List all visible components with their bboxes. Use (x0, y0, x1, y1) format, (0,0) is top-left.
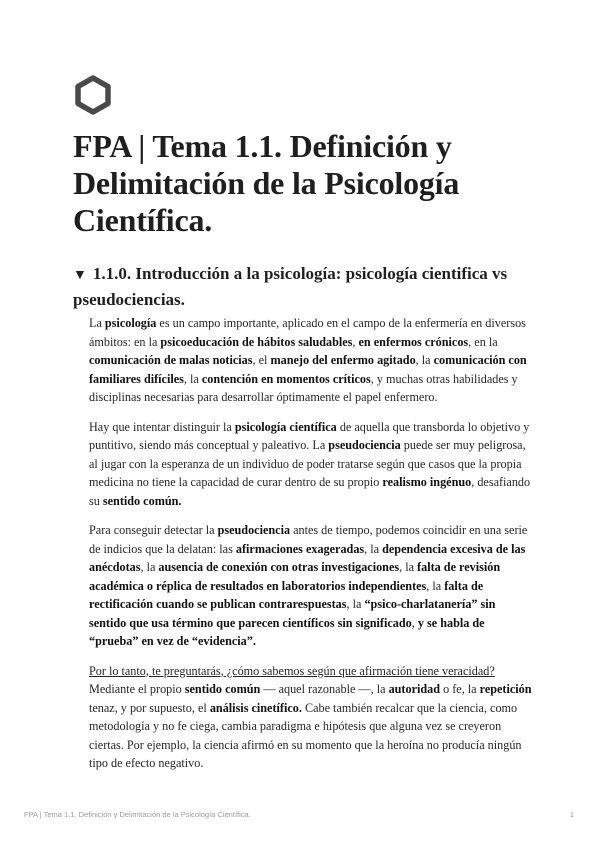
text-segment: Para conseguir detectar la (89, 523, 218, 537)
text-segment: , la (183, 371, 202, 386)
text-segment: Mediante el propio (89, 682, 185, 696)
text-segment: Hay que intentar distinguir la (89, 419, 235, 434)
bold-text: “psico-charlatanería” sin sentido que usa término que parecen científicos sin significado (89, 597, 496, 630)
bold-text: psicología científica (234, 419, 337, 434)
text-segment: , la (415, 353, 434, 367)
bold-text: afirmaciones exageradas (235, 541, 365, 556)
bold-text: comunicación de malas noticias (89, 353, 253, 367)
paragraph (89, 418, 533, 511)
bold-text: repetición (479, 682, 532, 696)
bold-text: pseudociencia (217, 523, 291, 537)
text-segment: , en la (468, 334, 498, 349)
text-segment: , la (399, 560, 418, 574)
bold-text: comunicación con familiares difíciles (89, 353, 527, 386)
section-body (89, 314, 533, 784)
text-segment: , y muchas otras habilidades y disciplinas necesarias para desarrollar óptimamente el papel enfermero. (89, 371, 518, 404)
text-segment: , (411, 615, 418, 630)
bold-text: sentido común (184, 682, 261, 696)
text-segment: Por lo tanto, te preguntarás, ¿cómo sabemos según que afirmación tiene veracidad? (89, 663, 495, 678)
bold-text: psicoeducación de hábitos saludables (160, 334, 353, 349)
text-segment: , la (364, 541, 383, 556)
text-segment: tenaz, y por supuesto, el (89, 700, 210, 715)
text-segment: , desafiando su (89, 475, 531, 508)
text-segment: , la (140, 560, 159, 574)
text-segment: La (89, 316, 105, 330)
section-heading-text: 1.1.0. Introducción a la psicología: psicología cientifica vs pseudociencias. (73, 264, 508, 309)
bold-text: ausencia de conexión con otras investigaciones (158, 560, 400, 574)
hexagon-icon (74, 75, 112, 115)
text-segment: , el (252, 353, 271, 367)
bold-text: falta de rectificación cuando se publican contrarespuestas (89, 578, 484, 611)
paragraph (89, 662, 533, 773)
text-segment: o fe, la (440, 682, 480, 696)
bold-text: análisis cinetífico. (209, 700, 302, 715)
paragraph (89, 521, 533, 651)
bold-text: psicología (104, 316, 157, 330)
bold-text: contención en momentos críticos (201, 371, 371, 386)
text-segment: es un campo importante, aplicado en el campo de la enfermería en diversos ámbitos: en la (89, 316, 526, 349)
page-footer (24, 810, 574, 819)
bold-text: dependencia excesiva de las anécdotas (89, 541, 526, 574)
bold-text: manejo del enfermo agitado (270, 353, 416, 367)
bold-text: autoridad (388, 682, 441, 696)
footer-title: FPA | Tema 1.1. Definición y Delimitación de la Psicología Científica. (24, 810, 251, 819)
text-segment: de aquella que transborda lo objetivo y puntitivo, siendo más conceptual y paleativo. La (89, 419, 530, 452)
text-segment: Cabe también recalcar que la ciencia, como metodología y no fe ciega, cambia paradigma e hipótesis que alguna vez se creyeron ciertas. Por ejemplo, la ciencia afirmó en su momento que la heroína no producía ningún tipo de efecto negativo. (89, 700, 522, 770)
section-heading[interactable] (73, 262, 543, 312)
text-segment: antes de tiempo, podemos coincidir en una serie de indicios que la delatan: las (89, 523, 528, 556)
bold-text: realismo ingénuo (382, 475, 472, 489)
bold-text: sentido común. (102, 493, 182, 508)
page-title: FPA | Tema 1.1. Definición y Delimitación de la Psicología Científica. (73, 128, 460, 238)
text-segment: , (352, 334, 359, 349)
text-segment: , la (346, 597, 365, 611)
text-segment: — aquel razonable —, la (260, 682, 389, 696)
footer-page-number: 1 (569, 810, 574, 819)
paragraph (89, 314, 533, 407)
triangle-down-icon[interactable]: ▼ (73, 268, 87, 283)
bold-text: en enfermos crónicos (358, 334, 469, 349)
bold-text: falta de revisión académica o réplica de resultados en laboratorios independientes (89, 560, 501, 593)
text-segment: puede ser muy peligrosa, al jugar con la esperanza de un individuo de poder tratarse según que casos que la propia medicina no tiene la capacidad de curar dentro de su propio (89, 438, 526, 489)
text-segment: , la (426, 578, 445, 593)
bold-text: pseudociencia (328, 438, 401, 452)
bold-text: y se habla de “prueba” en vez de “evidencia”. (89, 615, 485, 648)
